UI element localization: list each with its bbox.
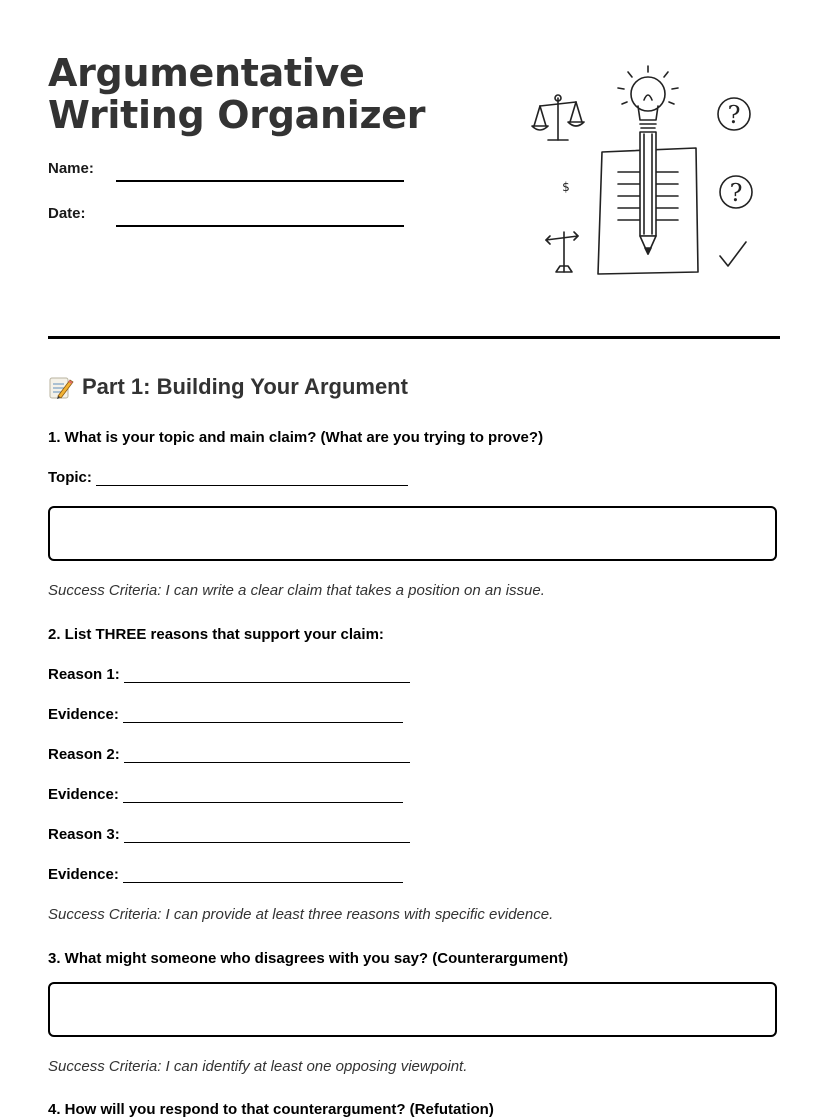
evidence-3-label: Evidence: (48, 866, 119, 883)
claim-answer-box[interactable] (48, 506, 777, 561)
name-label: Name: (48, 160, 94, 177)
evidence-2-label: Evidence: (48, 786, 119, 803)
svg-text:?: ? (727, 101, 741, 129)
evidence-1-blank[interactable] (123, 708, 403, 723)
reason-2-label: Reason 2: (48, 746, 120, 763)
question-4: 4. How will you respond to that counterargument? (Refutation) (48, 1101, 494, 1118)
counterargument-answer-box[interactable] (48, 982, 777, 1037)
name-line[interactable] (116, 180, 404, 182)
reason-3-label: Reason 3: (48, 826, 120, 843)
section-title-text: Part 1: Building Your Argument (82, 374, 408, 399)
evidence-2-blank[interactable] (123, 788, 403, 803)
date-label: Date: (48, 205, 86, 222)
reason-1-blank[interactable] (124, 668, 410, 683)
evidence-1-field (48, 706, 403, 723)
evidence-3-blank[interactable] (123, 868, 403, 883)
pencil-icon (640, 132, 656, 254)
gavel-icon (546, 232, 578, 272)
memo-icon (48, 374, 74, 400)
argument-illustration (528, 60, 768, 284)
evidence-1-label: Evidence: (48, 706, 119, 723)
reason-3-field (48, 826, 410, 843)
page-title: Argumentative Writing Organizer (48, 51, 426, 137)
topic-label: Topic: (48, 469, 92, 486)
dollar-sign-icon: $ (562, 180, 570, 194)
reason-2-blank[interactable] (124, 748, 410, 763)
lightbulb-icon (618, 66, 678, 128)
success-criteria-3: Success Criteria: I can identify at least one opposing viewpoint. (48, 1058, 468, 1075)
success-criteria-1: Success Criteria: I can write a clear claim that takes a position on an issue. (48, 582, 545, 599)
question-1: 1. What is your topic and main claim? (What are you trying to prove?) (48, 429, 544, 446)
reason-1-field (48, 666, 410, 683)
scales-icon (532, 95, 584, 140)
evidence-2-field (48, 786, 403, 803)
success-criteria-2: Success Criteria: I can provide at least three reasons with specific evidence. (48, 906, 554, 923)
reason-1-label: Reason 1: (48, 666, 120, 683)
topic-blank[interactable] (96, 471, 408, 486)
checkmark-icon (720, 242, 746, 266)
reason-3-blank[interactable] (124, 828, 410, 843)
header-divider (48, 336, 780, 339)
question-2: 2. List THREE reasons that support your claim: (48, 626, 384, 643)
date-line[interactable] (116, 225, 404, 227)
svg-text:?: ? (729, 179, 743, 207)
reason-2-field (48, 746, 410, 763)
section-title (48, 374, 408, 400)
question-mark-icon (718, 98, 752, 208)
question-3: 3. What might someone who disagrees with you say? (Counterargument) (48, 950, 569, 967)
evidence-3-field (48, 866, 403, 883)
topic-field (48, 469, 408, 486)
